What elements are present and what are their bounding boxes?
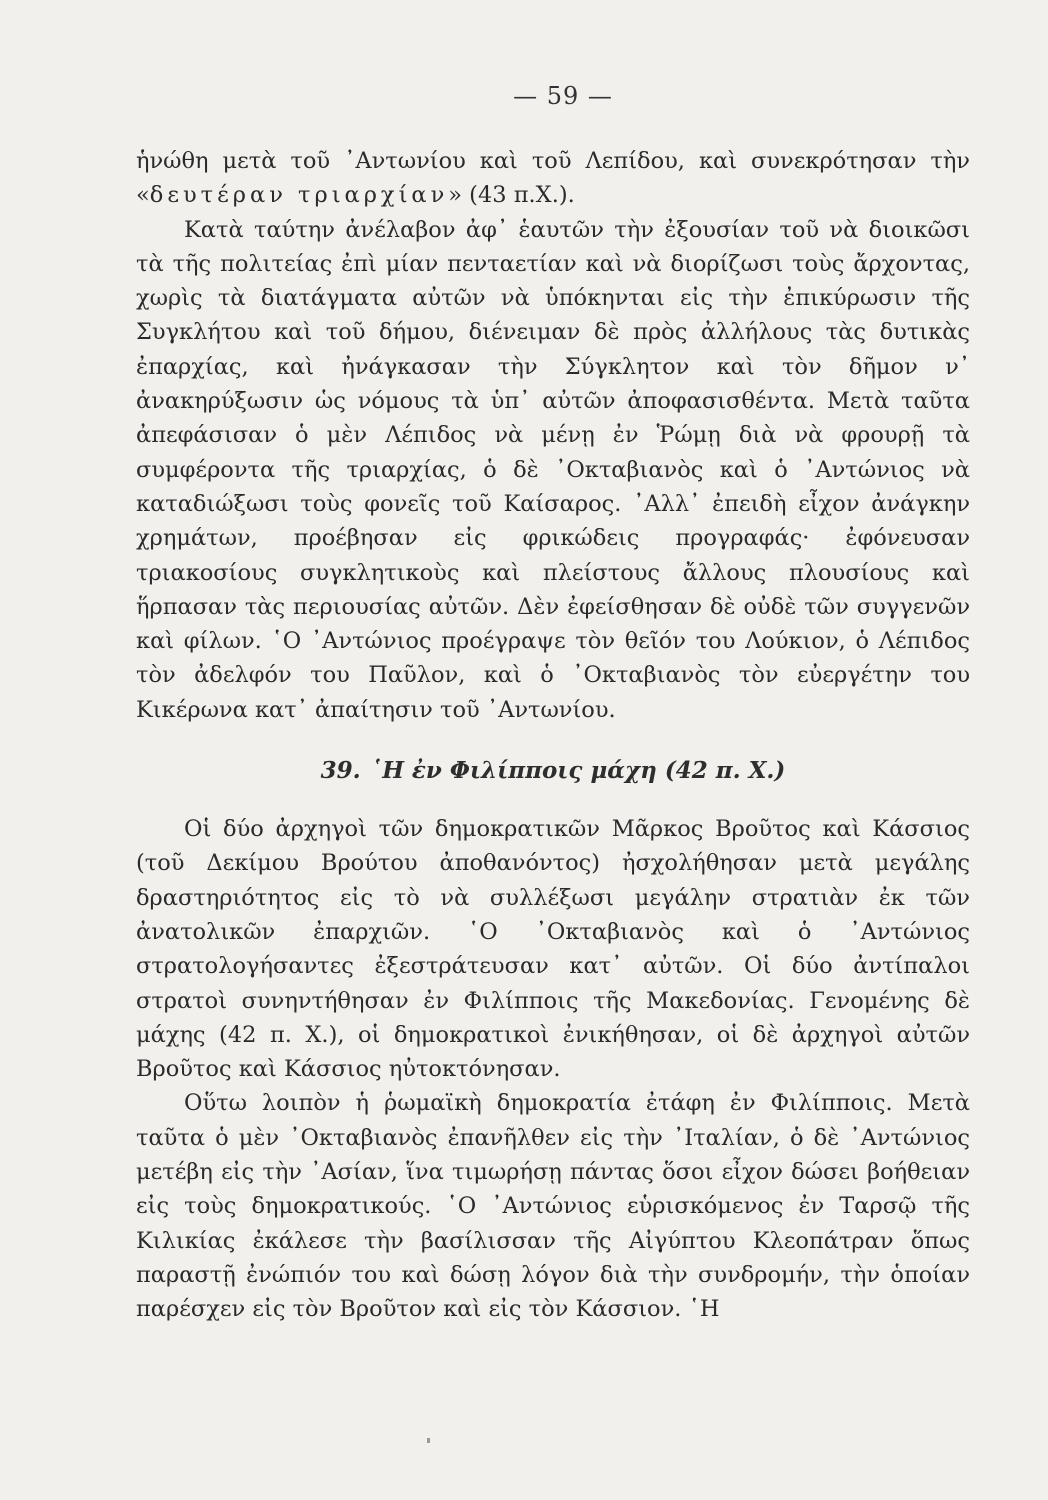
paragraph-aftermath: Οὕτω λοιπὸν ἡ ῥωμαϊκὴ δημοκρατία ἐτάφη ἐν Φιλίπποις. Μετὰ ταῦτα ὁ μὲν ᾿Οκταβιανὸς ἐπανῆλθεν εἰς τὴν ᾿Ιταλίαν, ὁ δὲ ᾿Αντώνιος μετέβη εἰς τὴν ᾿Ασίαν, ἵνα τιμωρήσῃ πάντας ὅσοι εἶχον δώσει βοήθειαν εἰς τοὺς δημοκρατικούς. ῾Ο ᾿Αντώνιος εὑρισκόμενος ἐν Ταρσῷ τῆς Κιλικίας ἐκάλεσε τὴν βασίλισσαν τῆς Αἰγύπτου Κλεοπάτραν ὅπως παραστῇ ἐνώπιόν του καὶ δώσῃ λόγον διὰ τὴν συνδρομήν, τὴν ὁποίαν παρέσχεν εἰς τὸν Βροῦτον καὶ εἰς τὸν Κάσσιον. ῾Η [136,1090,970,1323]
section-title: ῾Η ἐν Φιλίπποις μάχη (42 π. Χ.) [370,757,786,785]
page-number: — 59 — [513,82,613,110]
section-heading [136,757,970,784]
paragraph-triarchy: Κατὰ ταύτην ἀνέλαβον ἀφ᾿ ἑαυτῶν τὴν ἐξουσίαν τοῦ νὰ διοικῶσι τὰ τῆς πολιτείας ἐπὶ μίαν πενταετίαν καὶ νὰ διορίζωσι τοὺς ἄρχοντας, χωρὶς τὰ διατάγματα αὐτῶν νὰ ὑπόκηνται εἰς τὴν ἐπικύρωσιν τῆς Συγκλήτου καὶ τοῦ δήμου, διένειμαν δὲ πρὸς ἀλλήλους τὰς δυτικὰς ἐπαρχίας, καὶ ἠνάγκασαν τὴν Σύγκλητον καὶ τὸν δῆμον ν᾿ ἀνακηρύξωσιν ὡς νόμους τὰ ὑπ᾿ αὐτῶν ἀποφασισθέντα. Μετὰ ταῦτα ἀπεφάσισαν ὁ μὲν Λέπιδος νὰ μένῃ ἐν Ῥώμῃ διὰ νὰ φρουρῇ τὰ συμφέροντα τῆς τριαρχίας, ὁ δὲ ᾿Οκταβιανὸς καὶ ὁ ᾿Αντώνιος νὰ καταδιώξωσι τοὺς φονεῖς τοῦ Καίσαρος. ᾿Αλλ᾿ ἐπειδὴ εἶχον ἀνάγκην χρημάτων, προέβησαν εἰς φρικώδεις προγραφάς· ἐφόνευσαν τριακοσίους συγκλητικοὺς καὶ πλείστους ἄλλους πλουσίους καὶ ἥρπασαν τὰς περιουσίας αὐτῶν. Δὲν ἐφείσθησαν δὲ οὐδὲ τῶν συγγενῶν καὶ φίλων. ῾Ο ᾿Αντώνιος προέγραψε τὸν θεῖόν του Λούκιον, ὁ Λέπιδος τὸν ἀδελφόν του Παῦλον, καὶ ὁ ᾿Οκταβιανὸς τὸν εὐεργέτην του Κικέρωνα κατ᾿ ἀπαίτησιν τοῦ ᾿Αντωνίου. [136,216,970,723]
print-speck [427,1438,430,1443]
opening-text-before: ἡνώθη μετὰ τοῦ ᾿Αντωνίου καὶ τοῦ Λεπίδου, καὶ συνεκρότησαν τὴν « [136,148,970,209]
paragraph-philippi-battle: Οἱ δύο ἀρχηγοὶ τῶν δημοκρατικῶν Μᾶρκος Βροῦτος καὶ Κάσσιος (τοῦ Δεκίμου Βρούτου ἀποθανόντος) ἠσχολήθησαν μετὰ μεγάλης δραστηριότητος εἰς τὸ νὰ συλλέξωσι μεγάλην στρατιὰν ἐκ τῶν ἀνατολικῶν ἐπαρχιῶν. ῾Ο ᾿Οκταβιανὸς καὶ ὁ ᾿Αντώνιος στρατολογήσαντες ἐξεστράτευσαν κατ᾿ αὐτῶν. Οἱ δύο ἀντίπαλοι στρατοὶ συνηντήθησαν ἐν Φιλίπποις τῆς Μακεδονίας. Γενομένης δὲ μάχης (42 π. Χ.), οἱ δημοκρατικοὶ ἐνικήθησαν, οἱ δὲ ἀρχηγοὶ αὐτῶν Βροῦτος καὶ Κάσσιος ηὐτοκτόνησαν. [136,816,970,1083]
section-number: 39. [320,757,361,785]
opening-text-after: » (43 π.Χ.). [448,182,575,209]
opening-paragraph [136,144,970,213]
opening-spaced-term: δευτέραν τριαρχίαν [149,182,449,209]
